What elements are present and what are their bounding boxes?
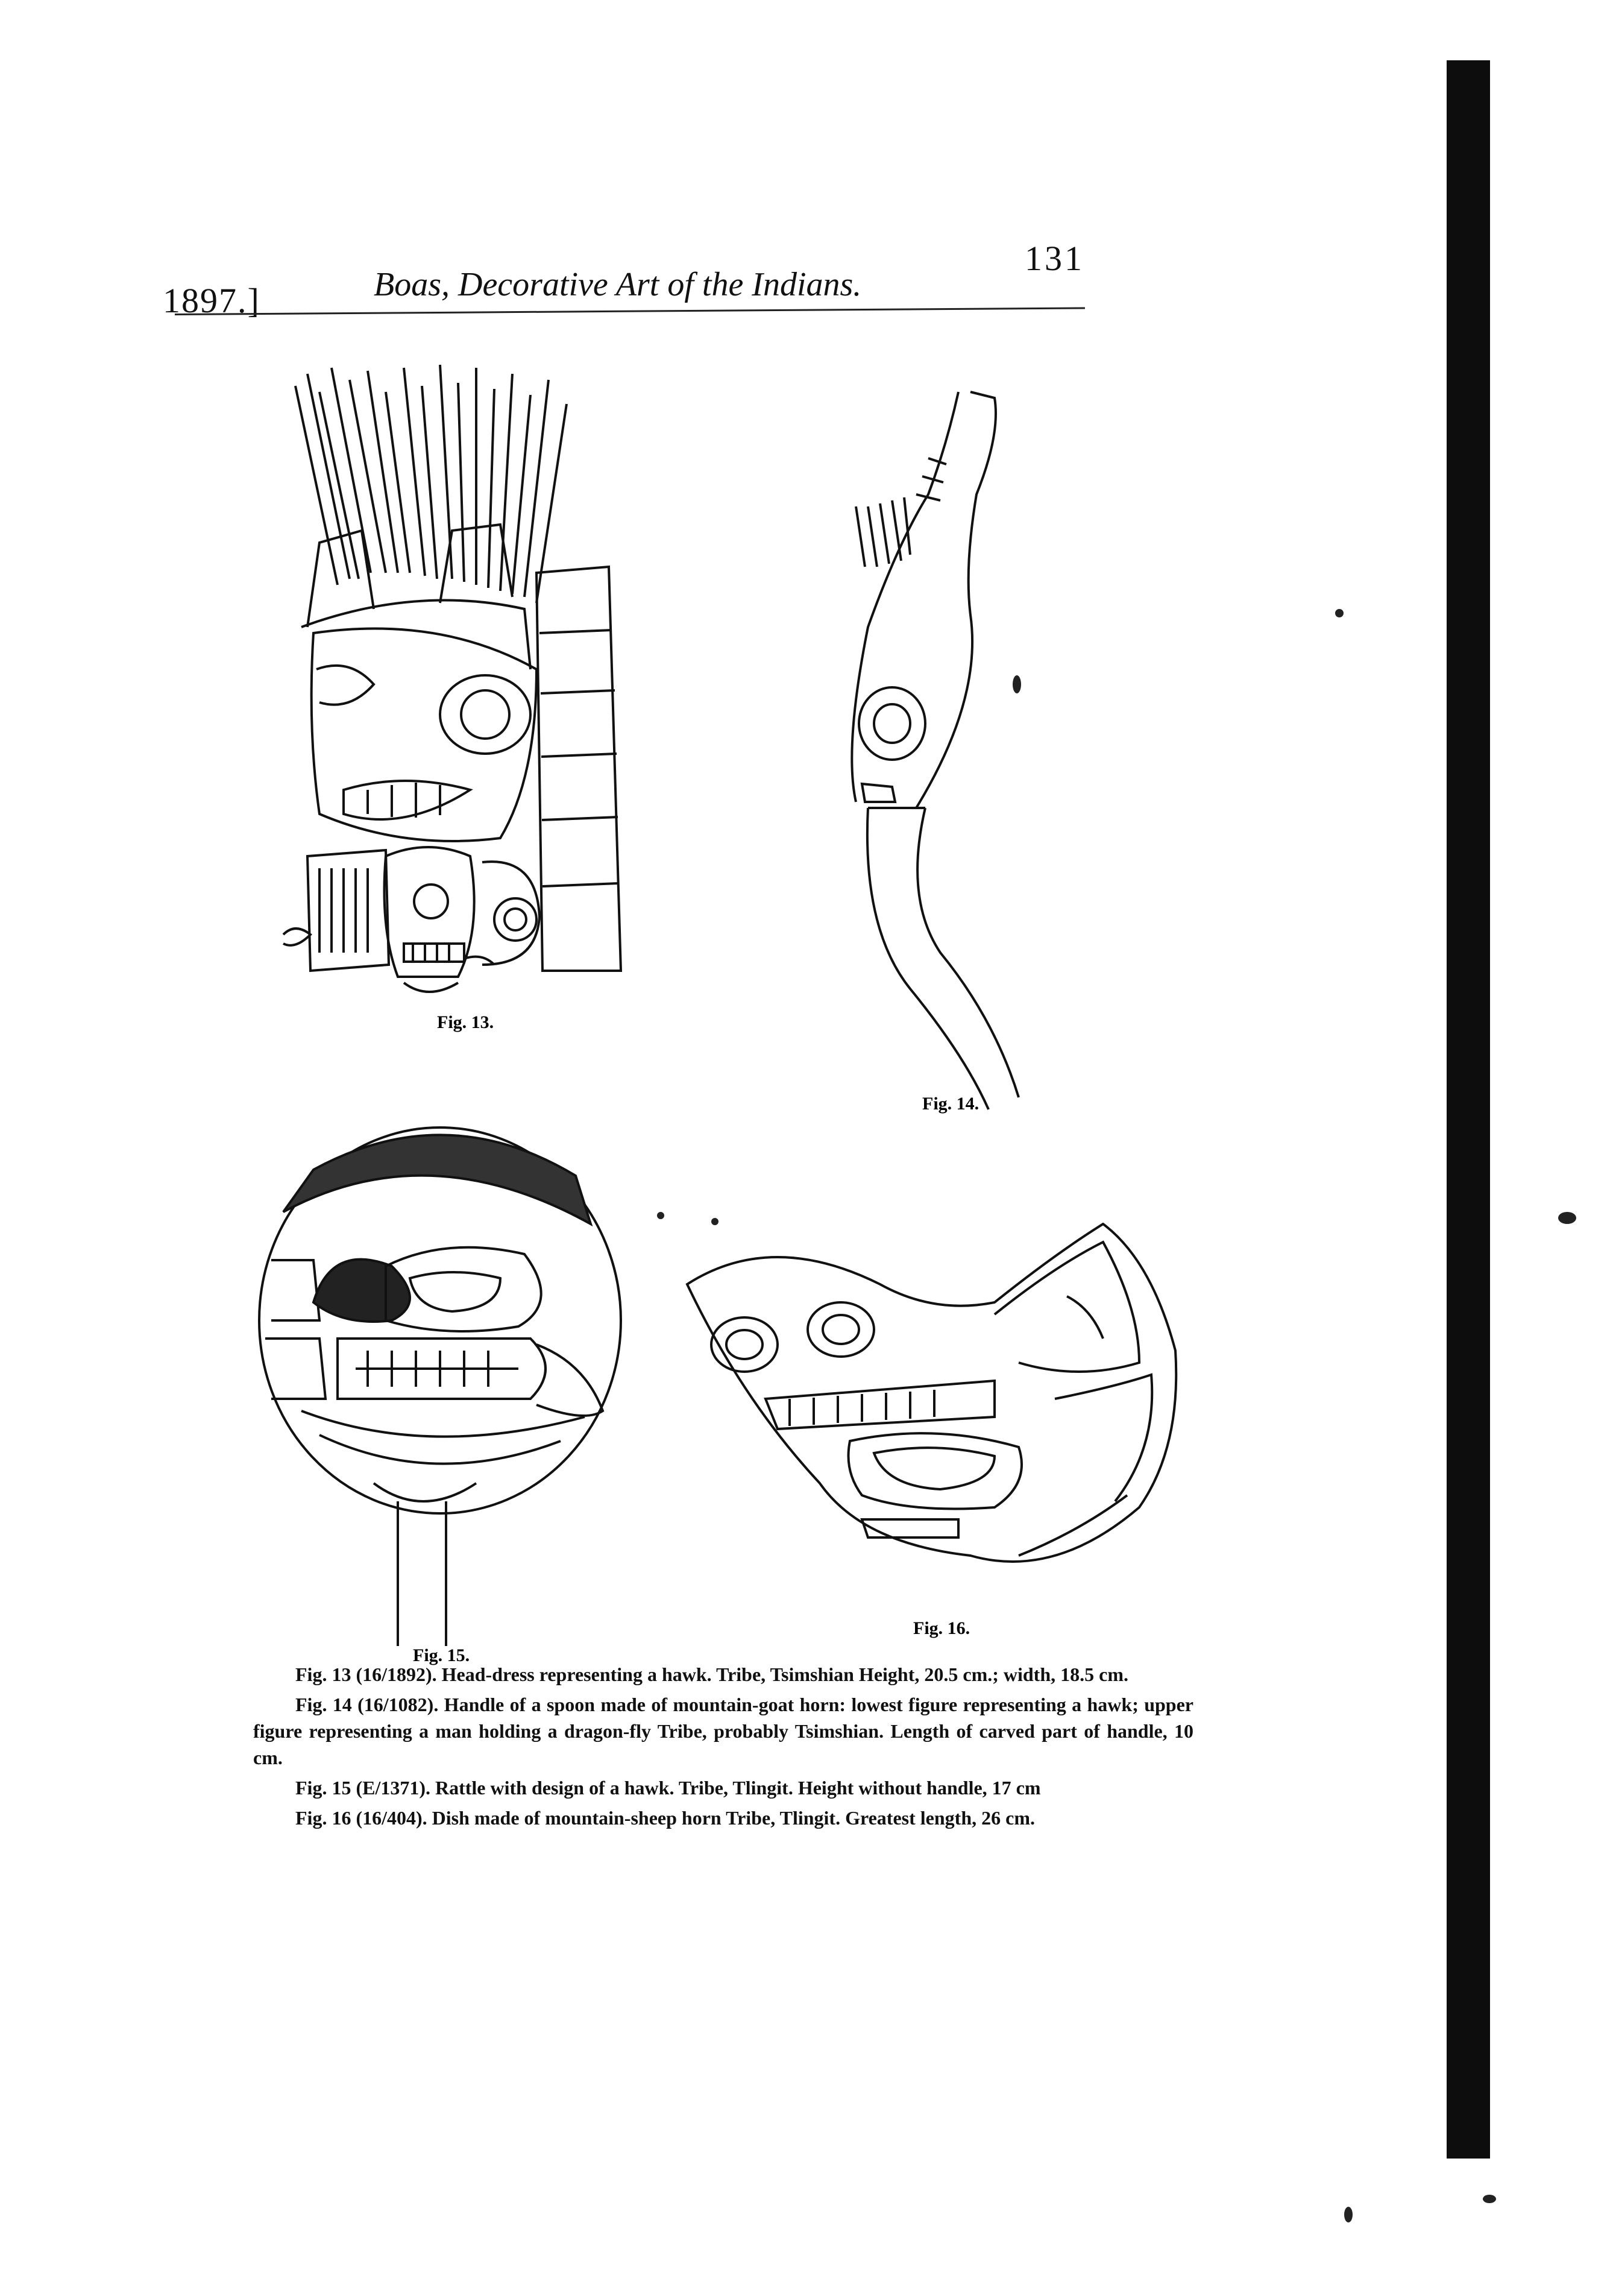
scan-speck: [1344, 2207, 1353, 2222]
caption-figure-15: Fig. 15 (E/1371). Rattle with design of a hawk. Tribe, Tlingit. Height without handle, 17 cm: [295, 1777, 1041, 1799]
caption-figure-14: Fig. 14 (16/1082). Handle of a spoon made of mountain-goat horn: lowest figure representing a hawk; upper figure representing a man holding a dragon-fly Tribe, probably Tsimshian. Length of carved part of handle, 10 cm.: [253, 1694, 1193, 1768]
figure-14-spoon-handle-illustration: [820, 386, 1073, 1121]
caption-figure-16: Fig. 16 (16/404). Dish made of mountain-sheep horn Tribe, Tlingit. Greatest length, 26 cm.: [295, 1807, 1035, 1829]
figure-14-label: Fig. 14.: [922, 1094, 979, 1114]
figure-16-dish-illustration: [681, 1218, 1187, 1640]
running-head: [0, 238, 1613, 320]
scan-speck: [1483, 2195, 1496, 2203]
header-year: 1897.]: [163, 281, 260, 320]
scan-border-bar: [1447, 60, 1490, 2159]
header-rule: [175, 307, 1085, 315]
figure-16-label: Fig. 16.: [913, 1618, 970, 1638]
figure-13-label: Fig. 13.: [437, 1012, 494, 1032]
scan-speck: [711, 1218, 718, 1225]
scan-speck: [1558, 1212, 1576, 1224]
scan-speck: [1335, 609, 1344, 617]
page-number: 131: [1025, 239, 1084, 278]
figure-15-label: Fig. 15.: [413, 1645, 470, 1665]
scan-speck: [657, 1212, 664, 1219]
figure-captions: [253, 1661, 1193, 1835]
scan-speck: [1013, 675, 1021, 693]
figure-13-headdress-illustration: [283, 356, 693, 1032]
caption-figure-13: Fig. 13 (16/1892). Head-dress representing a hawk. Tribe, Tsimshian Height, 20.5 cm.; width, 18.5 cm.: [295, 1664, 1128, 1685]
figure-15-rattle-illustration: [247, 1121, 639, 1664]
header-title: Boas, Decorative Art of the Indians.: [374, 266, 862, 303]
